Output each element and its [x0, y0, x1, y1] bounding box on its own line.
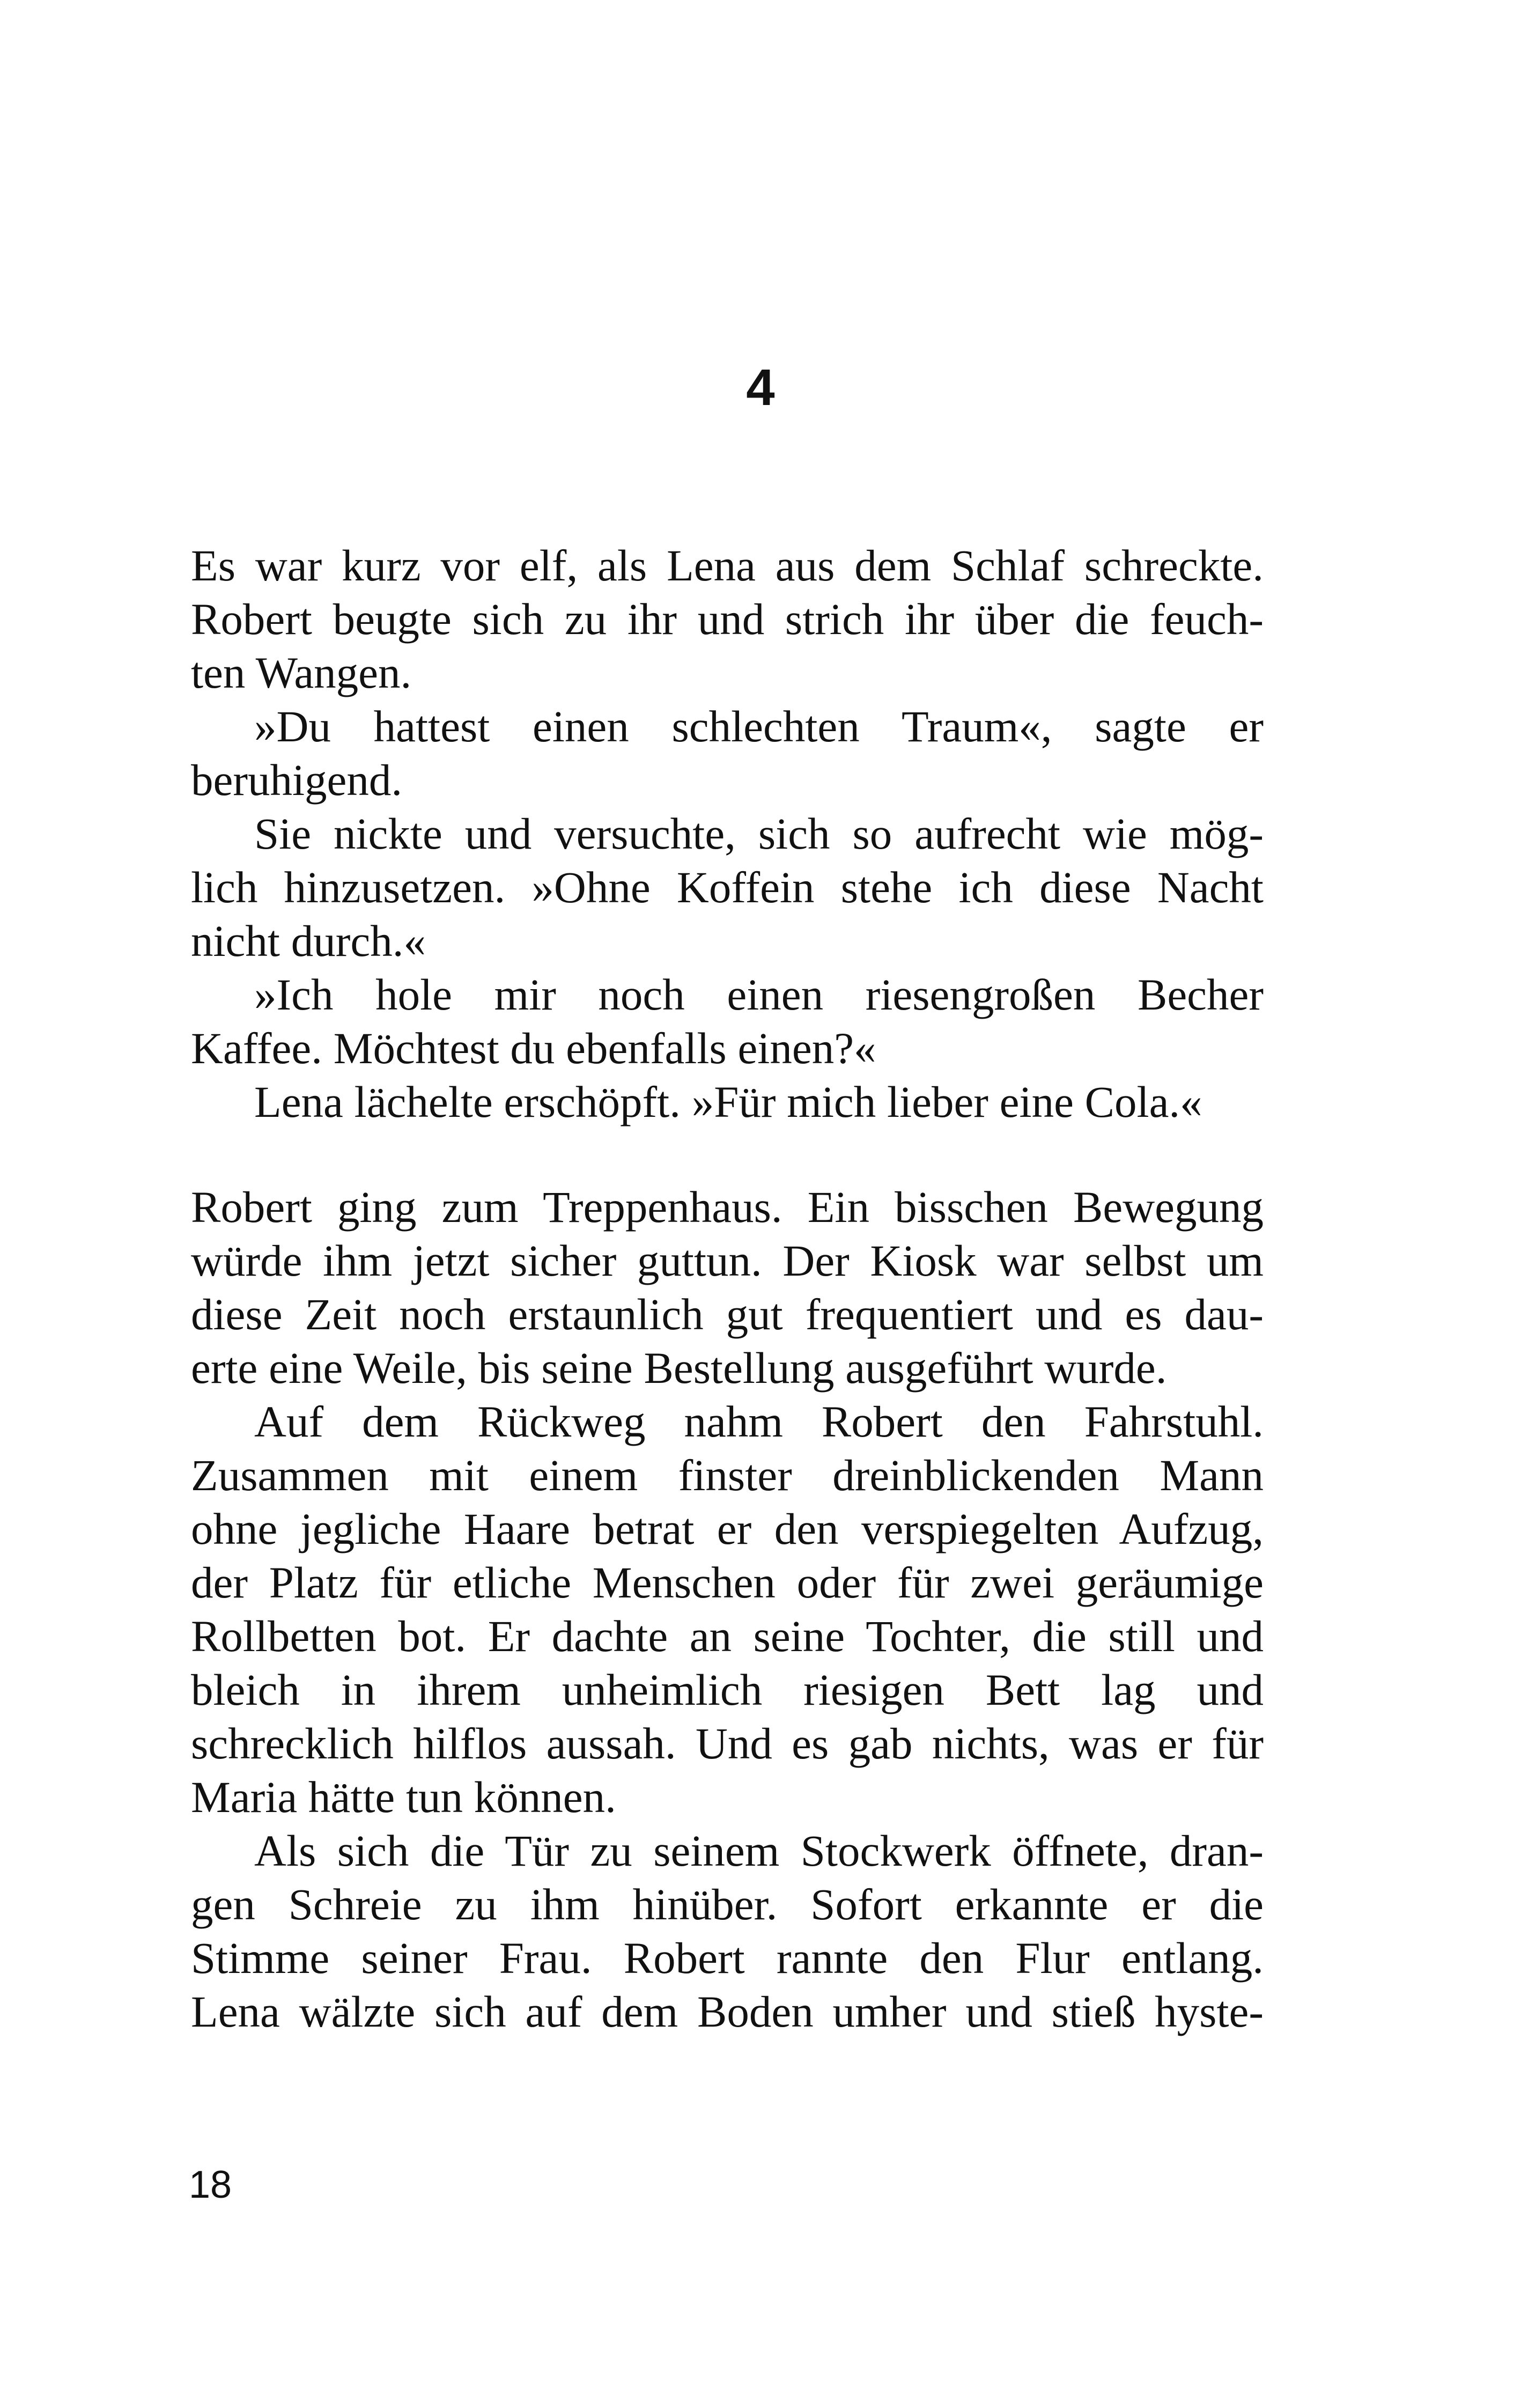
page-number: 18: [189, 2163, 232, 2206]
text-section-1: [191, 539, 1264, 1129]
text-line: »Ich hole mir noch einen riesengroßen Becher: [254, 970, 1264, 1019]
text-line: Robert ging zum Treppenhaus. Ein bisschen Bewegung: [191, 1182, 1264, 1232]
text-line: beruhigend.: [191, 755, 403, 805]
text-line: der Platz für etliche Menschen oder für zwei geräumige: [191, 1558, 1264, 1607]
text-line: schrecklich hilflos aussah. Und es gab nichts, was er für: [191, 1719, 1264, 1768]
text-line: würde ihm jetzt sicher guttun. Der Kiosk war selbst um: [191, 1236, 1264, 1285]
text-line: lich hinzusetzen. »Ohne Koffein stehe ich diese Nacht: [191, 863, 1264, 912]
text-line: Stimme seiner Frau. Robert rannte den Flur entlang.: [191, 1933, 1264, 1983]
text-line: Maria hätte tun können.: [191, 1772, 616, 1822]
text-line: Kaffee. Möchtest du ebenfalls einen?«: [191, 1023, 876, 1073]
text-line: Robert beugte sich zu ihr und strich ihr über die feuch-: [191, 594, 1264, 644]
text-line: Es war kurz vor elf, als Lena aus dem Schlaf schreckte.: [191, 541, 1264, 590]
text-section-2: [191, 1180, 1264, 2038]
text-line: »Du hattest einen schlechten Traum«, sagte er: [254, 702, 1264, 751]
text-line: bleich in ihrem unheimlich riesigen Bett lag und: [191, 1665, 1264, 1714]
text-line: ohne jegliche Haare betrat er den verspiegelten Aufzug,: [191, 1504, 1264, 1553]
text-line: Als sich die Tür zu seinem Stockwerk öffnete, dran-: [254, 1826, 1264, 1875]
text-line: erte eine Weile, bis seine Bestellung ausgeführt wurde.: [191, 1343, 1167, 1393]
text-line: Auf dem Rückweg nahm Robert den Fahrstuhl.: [254, 1397, 1264, 1446]
text-line: Zusammen mit einem finster dreinblickenden Mann: [191, 1450, 1264, 1500]
chapter-number: 4: [746, 359, 775, 416]
text-line: diese Zeit noch erstaunlich gut frequentiert und es dau-: [191, 1290, 1264, 1339]
text-line: gen Schreie zu ihm hinüber. Sofort erkannte er die: [191, 1880, 1264, 1929]
text-line: nicht durch.«: [191, 916, 426, 966]
text-line: Lena lächelte erschöpft. »Für mich lieber eine Cola.«: [254, 1077, 1202, 1126]
text-line: Lena wälzte sich auf dem Boden umher und stieß hyste-: [191, 1987, 1264, 2036]
text-line: Sie nickte und versuchte, sich so aufrecht wie mög-: [254, 809, 1264, 858]
text-line: Rollbetten bot. Er dachte an seine Tochter, die still und: [191, 1611, 1264, 1661]
text-line: ten Wangen.: [191, 648, 412, 697]
